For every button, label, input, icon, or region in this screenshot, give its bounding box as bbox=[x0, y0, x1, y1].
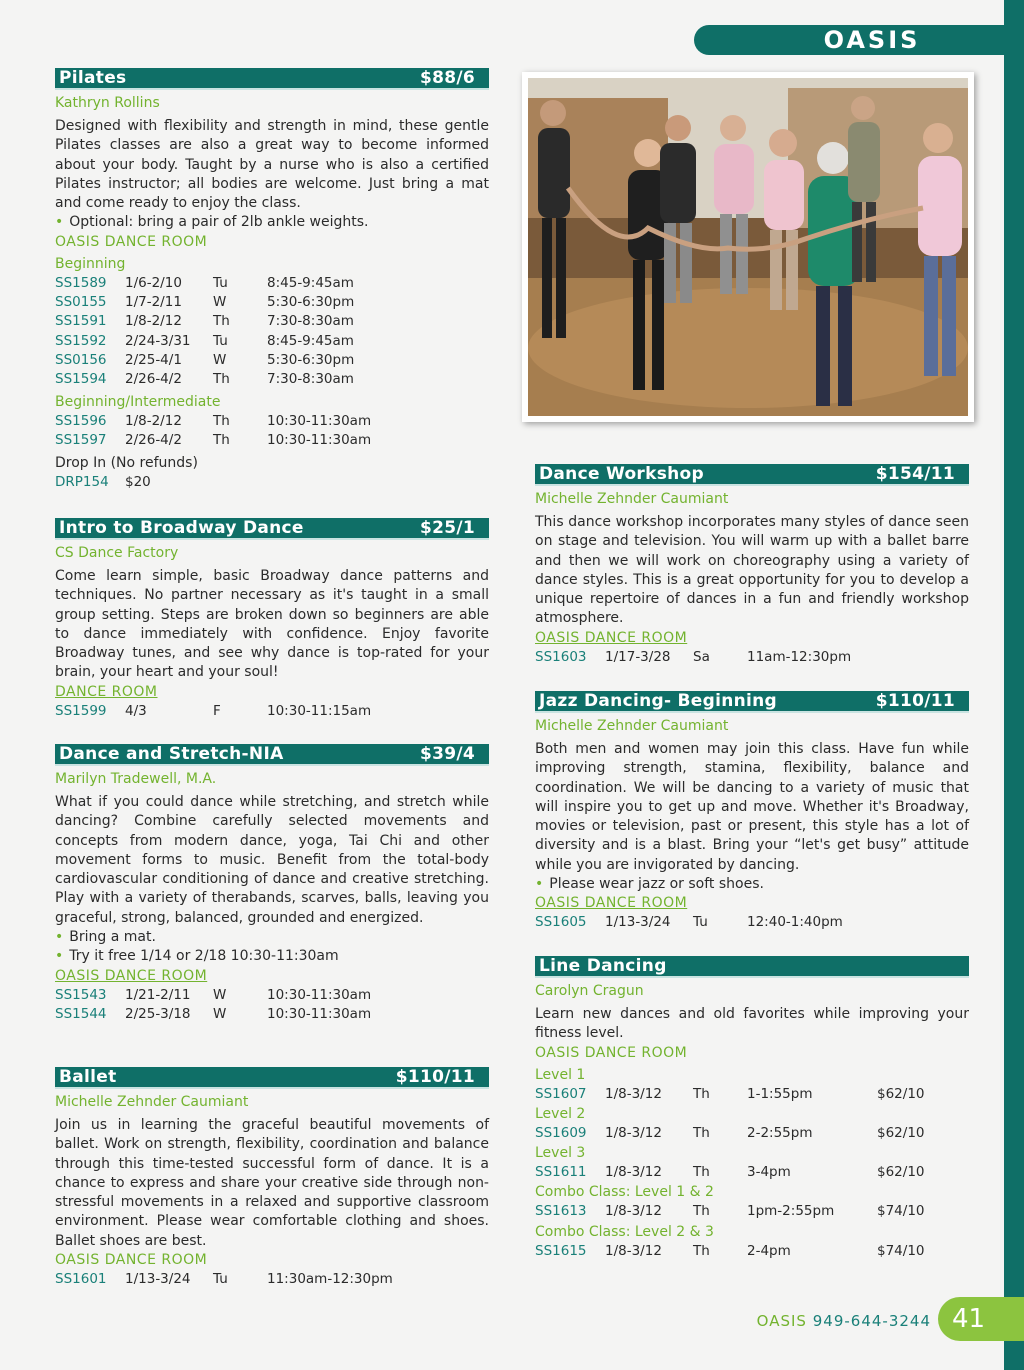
course-time: 11:30am-12:30pm bbox=[267, 1271, 393, 1288]
class-title: Jazz Dancing- Beginning bbox=[539, 691, 778, 711]
dance-class-photo bbox=[522, 72, 974, 422]
class-title: Dance and Stretch-NIA bbox=[59, 744, 284, 764]
edge-stripe bbox=[1004, 0, 1024, 1370]
schedule-row bbox=[535, 1124, 969, 1143]
course-dates: 1/8-3/12 bbox=[605, 1124, 662, 1141]
schedule-row bbox=[55, 312, 489, 331]
page-number: 41 bbox=[938, 1297, 1024, 1341]
course-code[interactable]: SS1599 bbox=[55, 702, 107, 719]
course-code[interactable]: SS1589 bbox=[55, 274, 107, 291]
class-title: Pilates bbox=[59, 68, 127, 88]
level-heading: Level 3 bbox=[535, 1145, 586, 1162]
schedule-row bbox=[55, 431, 489, 450]
course-fee: $74/10 bbox=[877, 1203, 925, 1220]
course-day: Th bbox=[213, 371, 230, 388]
course-dates: 1/8-3/12 bbox=[605, 1085, 662, 1102]
course-dates: 1/21-2/11 bbox=[125, 986, 191, 1003]
course-time: 10:30-11:30am bbox=[267, 412, 372, 429]
course-dates: 1/7-2/11 bbox=[125, 294, 182, 311]
bullet-note: • Please wear jazz or soft shoes. bbox=[535, 876, 764, 893]
schedule-row bbox=[55, 412, 489, 431]
class-price: $25/1 bbox=[419, 518, 475, 538]
course-day: Sa bbox=[693, 648, 710, 665]
location: OASIS DANCE ROOM bbox=[55, 233, 208, 250]
course-day: W bbox=[213, 986, 227, 1003]
class-title: Ballet bbox=[59, 1067, 117, 1087]
schedule-row bbox=[55, 1270, 489, 1289]
schedule-row bbox=[55, 370, 489, 389]
course-dates: 1/13-3/24 bbox=[605, 914, 671, 931]
course-dates: 1/6-2/10 bbox=[125, 274, 182, 291]
dropin-label: Drop In (No refunds) bbox=[55, 455, 198, 472]
ballet-section bbox=[55, 1067, 489, 1289]
course-dates: 1/8-3/12 bbox=[605, 1242, 662, 1259]
course-dates: 2/24-3/31 bbox=[125, 332, 191, 349]
course-fee: $62/10 bbox=[877, 1085, 925, 1102]
class-description: Learn new dances and old favorites while improving your fitness level. bbox=[535, 1006, 969, 1042]
class-description: Designed with flexibility and strength in mind, these gentle Pilates classes are also a great way to become informed about your body. Taught by a nurse who is also a certified Pilates instructor; all bodies are welcome. Just bring a mat and come ready to enjoy the class. bbox=[55, 118, 489, 212]
footer-label: OASIS bbox=[756, 1312, 807, 1330]
course-day: Th bbox=[693, 1085, 710, 1102]
course-day: Tu bbox=[213, 1271, 228, 1288]
instructor-name: Marilyn Tradewell, M.A. bbox=[55, 771, 217, 787]
course-time: 10:30-11:30am bbox=[267, 431, 372, 448]
location: OASIS DANCE ROOM bbox=[535, 895, 688, 912]
instructor-name: CS Dance Factory bbox=[55, 545, 179, 561]
course-code[interactable]: SS1613 bbox=[535, 1203, 587, 1220]
schedule-row bbox=[55, 293, 489, 312]
course-time: 1pm-2:55pm bbox=[747, 1203, 835, 1220]
course-code[interactable]: SS1544 bbox=[55, 1005, 107, 1022]
course-time: 10:30-11:15am bbox=[267, 702, 372, 719]
schedule-row bbox=[55, 1005, 489, 1024]
instructor-name: Kathryn Rollins bbox=[55, 95, 160, 111]
class-description: Come learn simple, basic Broadway dance patterns and techniques. No partner necessary as it's taught in a small group setting. Steps are broken down so beginners are able to dance immediately with confidence. Enjoy favorite Broadway tunes, and see why dance is top-rated for your brain, your heart and your soul! bbox=[55, 568, 489, 681]
course-day: Th bbox=[213, 412, 230, 429]
class-price: $39/4 bbox=[419, 744, 475, 764]
course-code[interactable]: SS1592 bbox=[55, 332, 107, 349]
course-time: 5:30-6:30pm bbox=[267, 351, 355, 368]
broadway-section bbox=[55, 518, 489, 721]
class-title: Line Dancing bbox=[539, 956, 667, 976]
footer-phone bbox=[757, 1312, 931, 1330]
course-day: Th bbox=[693, 1242, 710, 1259]
location: OASIS DANCE ROOM bbox=[535, 629, 688, 646]
section-tab: OASIS bbox=[694, 25, 1010, 55]
course-time: 7:30-8:30am bbox=[267, 313, 354, 330]
schedule-row bbox=[55, 702, 489, 721]
location: OASIS DANCE ROOM bbox=[55, 1252, 208, 1269]
course-time: 1-1:55pm bbox=[747, 1085, 813, 1102]
instructor-name: Michelle Zehnder Caumiant bbox=[535, 491, 729, 507]
course-time: 2-2:55pm bbox=[747, 1124, 813, 1141]
course-day: Th bbox=[213, 431, 230, 448]
jazz-section bbox=[535, 691, 969, 933]
location: OASIS DANCE ROOM bbox=[55, 967, 208, 984]
course-day: Th bbox=[693, 1203, 710, 1220]
course-day: F bbox=[213, 702, 221, 719]
course-code[interactable]: SS1543 bbox=[55, 986, 107, 1003]
level-heading: Combo Class: Level 2 & 3 bbox=[535, 1223, 714, 1240]
class-title: Dance Workshop bbox=[539, 464, 704, 484]
level-heading: Beginning bbox=[55, 255, 126, 272]
ballet-title-bar bbox=[55, 1067, 489, 1089]
course-time: 5:30-6:30pm bbox=[267, 294, 355, 311]
level-heading: Level 1 bbox=[535, 1066, 586, 1083]
course-dates: 1/8-2/12 bbox=[125, 313, 182, 330]
phone-number[interactable]: 949-644-3244 bbox=[812, 1312, 931, 1330]
schedule-row bbox=[55, 351, 489, 370]
bullet-note: • Optional: bring a pair of 2lb ankle weights. bbox=[55, 214, 369, 231]
jazz-title-bar bbox=[535, 691, 969, 713]
line-title-bar bbox=[535, 956, 969, 978]
course-day: Tu bbox=[693, 914, 708, 931]
bullet-icon: • bbox=[55, 948, 64, 965]
course-dates: 2/25-3/18 bbox=[125, 1005, 191, 1022]
course-time: 3-4pm bbox=[747, 1164, 791, 1181]
instructor-name: Carolyn Cragun bbox=[535, 983, 644, 999]
course-code[interactable]: SS1597 bbox=[55, 431, 107, 448]
level-heading: Level 2 bbox=[535, 1105, 586, 1122]
course-time: 12:40-1:40pm bbox=[747, 914, 843, 931]
pilates-section bbox=[55, 68, 489, 493]
course-code[interactable]: SS1609 bbox=[535, 1124, 587, 1141]
bullet-icon: • bbox=[55, 214, 64, 231]
course-code[interactable]: SS1611 bbox=[535, 1164, 587, 1181]
course-dates: 1/13-3/24 bbox=[125, 1271, 191, 1288]
workshop-section bbox=[535, 464, 969, 667]
course-time: 7:30-8:30am bbox=[267, 371, 354, 388]
course-time: 2-4pm bbox=[747, 1242, 791, 1259]
course-dates: 2/26-4/2 bbox=[125, 431, 182, 448]
course-code[interactable]: SS1591 bbox=[55, 313, 107, 330]
dropin-row bbox=[55, 473, 489, 492]
schedule-row bbox=[535, 913, 969, 932]
dropin-price: $20 bbox=[125, 474, 151, 491]
course-code[interactable]: SS1615 bbox=[535, 1242, 587, 1259]
course-code[interactable]: DRP154 bbox=[55, 474, 109, 491]
bullet-note: • Try it free 1/14 or 2/18 10:30-11:30am bbox=[55, 948, 339, 965]
course-time: 8:45-9:45am bbox=[267, 332, 354, 349]
location: OASIS DANCE ROOM bbox=[535, 1044, 688, 1061]
schedule-row bbox=[535, 1085, 969, 1104]
course-fee: $74/10 bbox=[877, 1242, 925, 1259]
course-dates: 4/3 bbox=[125, 702, 147, 719]
class-price: $110/11 bbox=[875, 691, 955, 711]
course-time: 10:30-11:30am bbox=[267, 1005, 372, 1022]
level-heading: Beginning/Intermediate bbox=[55, 393, 221, 410]
course-code[interactable]: SS1605 bbox=[535, 914, 587, 931]
instructor-name: Michelle Zehnder Caumiant bbox=[55, 1094, 249, 1110]
schedule-row bbox=[55, 274, 489, 293]
course-time: 8:45-9:45am bbox=[267, 274, 354, 291]
course-dates: 1/8-3/12 bbox=[605, 1203, 662, 1220]
schedule-row bbox=[55, 332, 489, 351]
broadway-title-bar bbox=[55, 518, 489, 540]
class-description: Both men and women may join this class. Have fun while improving strength, stamina, flexibility, balance and coordination. We will be dancing to a variety of music that will inspire you to get up and move. Whether it's Broadway, movies or television, past or present, this style has a lot of diversity and is a blast. Bring your “let's get busy” attitude while you are invigorated by dancing. bbox=[535, 741, 969, 873]
schedule-row bbox=[535, 1163, 969, 1182]
class-price: $154/11 bbox=[875, 464, 955, 484]
course-dates: 2/26-4/2 bbox=[125, 371, 182, 388]
class-description: What if you could dance while stretching, and stretch while dancing? Combine carefully selected movements and concepts from modern dance, yoga, Tai Chi and other movement forms to music. Benefit from the total-body cardiovascular conditioning of dance and creative stretching. Play with a variety of therabands, scarves, balls, leaving you graceful, strong, balanced, grounded and energized. bbox=[55, 794, 489, 926]
dancers-circle-illustration bbox=[528, 78, 968, 416]
bullet-icon: • bbox=[55, 929, 64, 946]
course-code[interactable]: SS0156 bbox=[55, 351, 107, 368]
course-code[interactable]: SS1594 bbox=[55, 371, 107, 388]
course-day: Tu bbox=[213, 332, 228, 349]
line-dancing-section bbox=[535, 956, 969, 1261]
schedule-row bbox=[535, 648, 969, 667]
photo-image bbox=[528, 78, 968, 416]
course-time: 11am-12:30pm bbox=[747, 648, 852, 665]
workshop-title-bar bbox=[535, 464, 969, 486]
course-code[interactable]: SS0155 bbox=[55, 294, 107, 311]
class-price: $110/11 bbox=[395, 1067, 475, 1087]
course-dates: 2/25-4/1 bbox=[125, 351, 182, 368]
course-day: Th bbox=[693, 1164, 710, 1181]
course-dates: 1/8-2/12 bbox=[125, 412, 182, 429]
course-fee: $62/10 bbox=[877, 1124, 925, 1141]
bullet-note: • Bring a mat. bbox=[55, 929, 156, 946]
schedule-row bbox=[535, 1242, 969, 1261]
course-day: W bbox=[213, 1005, 227, 1022]
class-title: Intro to Broadway Dance bbox=[59, 518, 304, 538]
course-day: Th bbox=[693, 1124, 710, 1141]
course-day: W bbox=[213, 294, 227, 311]
course-day: Tu bbox=[213, 274, 228, 291]
nia-title-bar bbox=[55, 744, 489, 766]
course-code[interactable]: SS1607 bbox=[535, 1085, 587, 1102]
class-description: This dance workshop incorporates many styles of dance seen on stage and television. You will warm up with a ballet barre and then we will work on choreography using a variety of dance styles. This is a great opportunity for you to develop a unique repertoire of dances in a fun and friendly workshop atmosphere. bbox=[535, 514, 969, 627]
course-dates: 1/17-3/28 bbox=[605, 648, 671, 665]
course-code[interactable]: SS1603 bbox=[535, 648, 587, 665]
course-day: W bbox=[213, 351, 227, 368]
location: DANCE ROOM bbox=[55, 683, 158, 700]
course-code[interactable]: SS1601 bbox=[55, 1271, 107, 1288]
course-dates: 1/8-3/12 bbox=[605, 1164, 662, 1181]
pilates-title-bar bbox=[55, 68, 489, 90]
class-description: Join us in learning the graceful beautiful movements of ballet. Work on strength, flexibility, coordination and balance through this time-tested successful form of dance. It is a chance to express and share your creative side through non-stressful movements in a relaxed and supportive classroom environment. Please wear comfortable clothing and shoes. Ballet shoes are best. bbox=[55, 1117, 489, 1249]
level-heading: Combo Class: Level 1 & 2 bbox=[535, 1184, 714, 1201]
class-price: $88/6 bbox=[419, 68, 475, 88]
course-code[interactable]: SS1596 bbox=[55, 412, 107, 429]
schedule-row bbox=[55, 986, 489, 1005]
nia-section bbox=[55, 744, 489, 1024]
course-fee: $62/10 bbox=[877, 1164, 925, 1181]
instructor-name: Michelle Zehnder Caumiant bbox=[535, 718, 729, 734]
bullet-icon: • bbox=[535, 876, 544, 893]
course-day: Th bbox=[213, 313, 230, 330]
schedule-row bbox=[535, 1202, 969, 1221]
course-time: 10:30-11:30am bbox=[267, 986, 372, 1003]
